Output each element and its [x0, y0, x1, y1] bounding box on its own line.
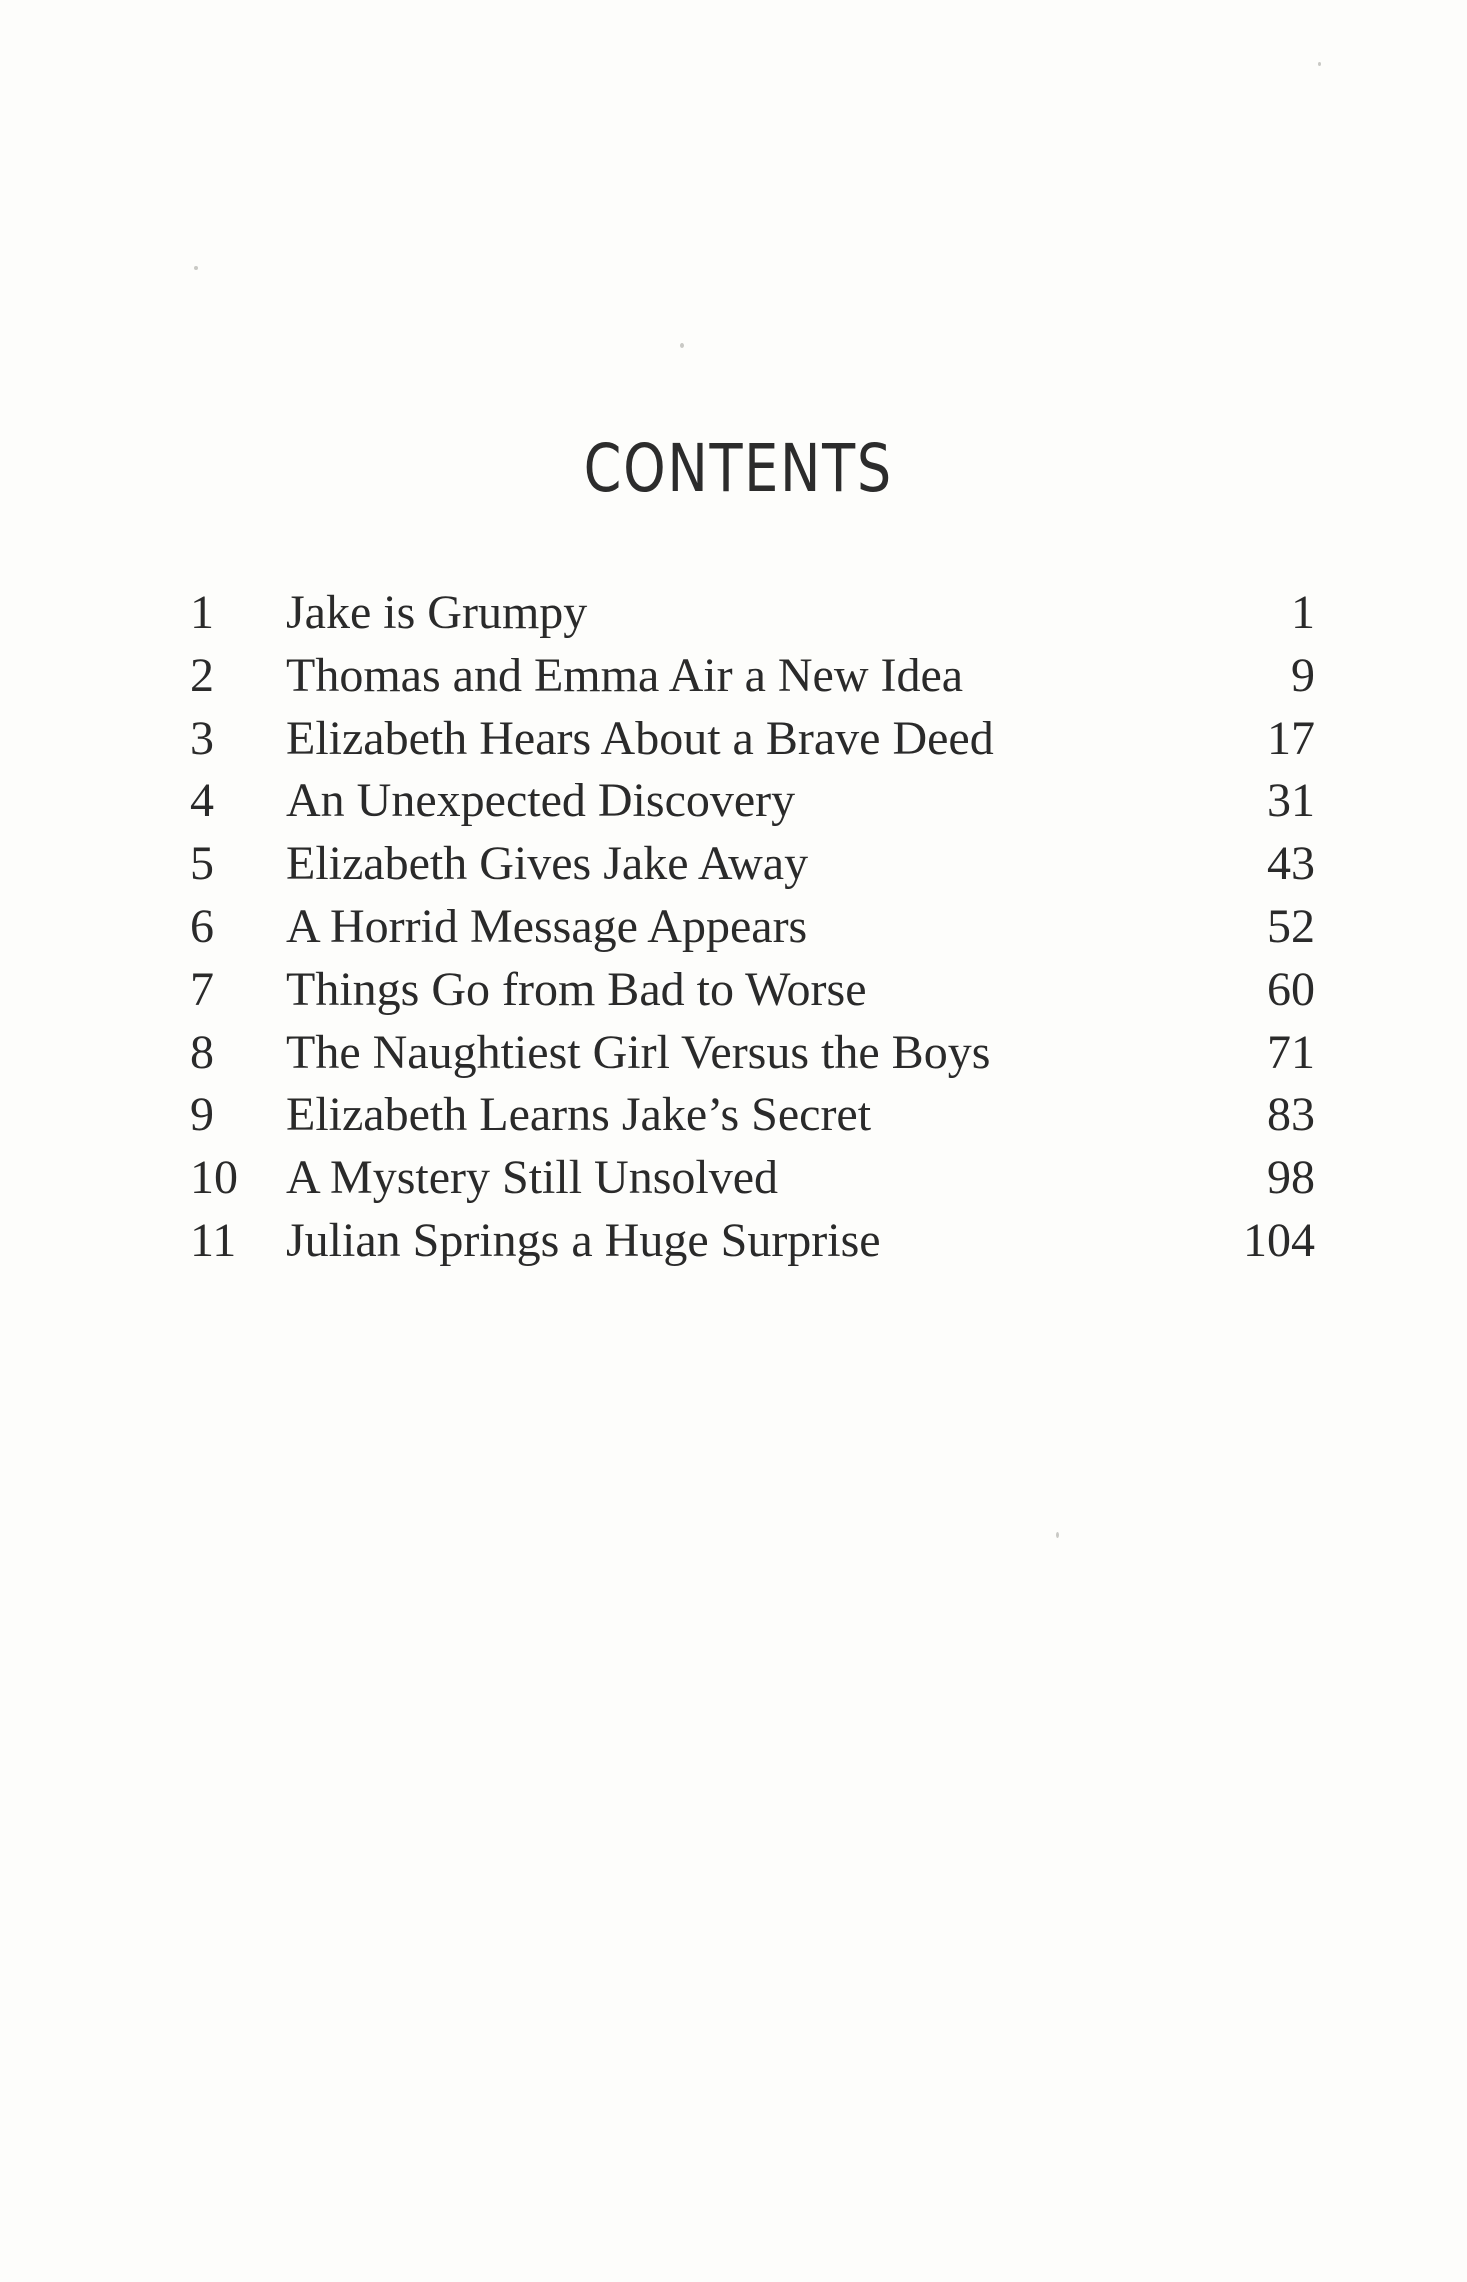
chapter-title: Julian Springs a Huge Surprise: [286, 1213, 881, 1267]
chapter-number: 6: [190, 899, 214, 953]
chapter-number: 7: [190, 962, 214, 1016]
chapter-number: 11: [190, 1213, 237, 1267]
chapter-title: A Mystery Still Unsolved: [286, 1151, 779, 1205]
toc-entry: [190, 1084, 1315, 1147]
page-number: 60: [1267, 962, 1315, 1016]
chapter-title: An Unexpected Discovery: [286, 774, 796, 828]
page-number: 17: [1267, 711, 1315, 765]
chapter-number: 5: [190, 837, 214, 891]
page-number: 104: [1243, 1213, 1315, 1267]
table-of-contents: [190, 582, 1315, 1273]
toc-entry: [190, 959, 1315, 1022]
page-number: 52: [1267, 899, 1315, 953]
chapter-number: 3: [190, 711, 214, 765]
chapter-title: A Horrid Message Appears: [286, 899, 808, 953]
toc-entry: [190, 645, 1315, 708]
toc-entry: [190, 708, 1315, 771]
chapter-number: 4: [190, 774, 214, 828]
scan-speck: [680, 343, 684, 348]
contents-heading: CONTENTS: [583, 430, 893, 507]
toc-entry: [190, 770, 1315, 833]
scan-speck: [194, 266, 198, 270]
chapter-number: 1: [190, 586, 214, 639]
chapter-title: Elizabeth Hears About a Brave Deed: [286, 711, 994, 765]
toc-entry: [190, 1210, 1315, 1273]
chapter-number: 10: [190, 1151, 238, 1205]
page-number: 9: [1291, 648, 1315, 702]
chapter-title: Jake is Grumpy: [286, 586, 588, 639]
chapter-title: The Naughtiest Girl Versus the Boys: [286, 1025, 991, 1079]
chapter-title: Elizabeth Learns Jake’s Secret: [286, 1088, 872, 1142]
chapter-title: Elizabeth Gives Jake Away: [286, 837, 809, 891]
chapter-title: Thomas and Emma Air a New Idea: [286, 648, 964, 702]
scan-speck: [1056, 1532, 1059, 1538]
toc-entry: [190, 1022, 1315, 1085]
page-number: 1: [1291, 586, 1315, 639]
chapter-number: 9: [190, 1088, 214, 1142]
chapter-number: 8: [190, 1025, 214, 1079]
toc-entry: [190, 833, 1315, 896]
page-number: 31: [1267, 774, 1315, 828]
page-number: 83: [1267, 1088, 1315, 1142]
chapter-number: 2: [190, 648, 214, 702]
toc-entry: [190, 582, 1315, 645]
chapter-title: Things Go from Bad to Worse: [286, 962, 867, 1016]
toc-entry: [190, 1147, 1315, 1210]
page-number: 98: [1267, 1151, 1315, 1205]
page-number: 71: [1267, 1025, 1315, 1079]
scan-speck: [1318, 62, 1321, 66]
page-number: 43: [1267, 837, 1315, 891]
toc-entry: [190, 896, 1315, 959]
